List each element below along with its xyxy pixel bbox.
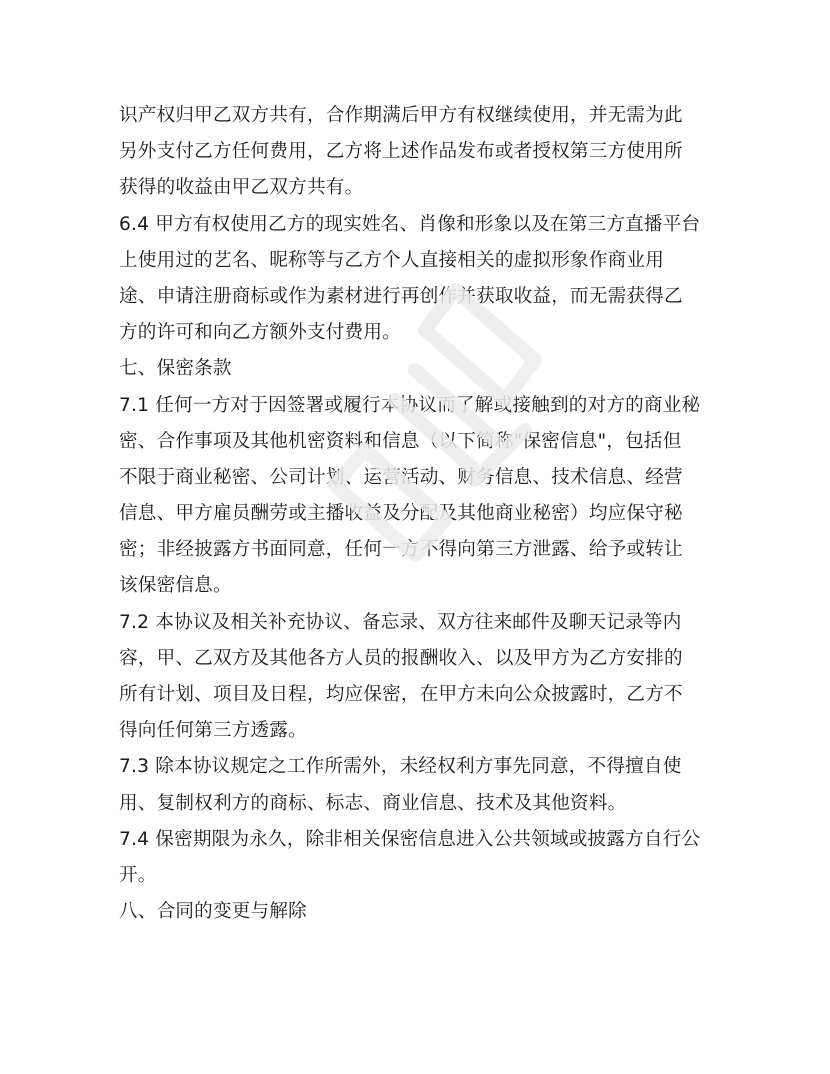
section-heading-8: 八、合同的变更与解除 [119,901,307,923]
clause-6-4: 6.4 甲方有权使用乙方的现实姓名、肖像和形象以及在第三方直播平台 [119,213,701,235]
section-heading-7: 七、保密条款 [119,358,232,380]
text-line: 信息、甲方雇员酬劳或主播收益及分配及其他商业秘密）均应保守秘 [119,503,683,525]
text-line: 上使用过的艺名、昵称等与乙方个人直接相关的虚拟形象作商业用 [119,249,665,271]
text-line: 不限于商业秘密、公司计划、运营活动、财务信息、技术信息、经营 [119,466,683,488]
text-line: 开。 [119,864,157,886]
clause-7-3: 7.3 除本协议规定之工作所需外，未经权利方事先同意，不得擅自使 [119,756,682,778]
clause-7-2: 7.2 本协议及相关补充协议、备忘录、双方往来邮件及聊天记录等内 [119,611,682,633]
text-line: 得向任何第三方透露。 [119,720,307,742]
text-line: 途、申请注册商标或作为素材进行再创作并获取收益，而无需获得乙 [119,285,683,307]
clause-7-4: 7.4 保密期限为永久，除非相关保密信息进入公共领域或披露方自行公 [119,828,701,850]
text-line: 所有计划、项目及日程，均应保密，在甲方未向公众披露时，乙方不 [119,684,683,705]
text-line: 密、合作事项及其他机密资料和信息（以下简称"保密信息"，包括但 [119,430,682,452]
text-line: 识产权归甲乙双方共有，合作期满后甲方有权继续使用，并无需为此 [119,105,683,126]
clause-7-1: 7.1 任何一方对于因签署或履行本协议而了解或接触到的对方的商业秘 [119,394,701,416]
text-line: 另外支付乙方任何费用，乙方将上述作品发布或者授权第三方使用所 [119,141,683,163]
text-line: 该保密信息。 [119,575,232,597]
text-line: 方的许可和向乙方额外支付费用。 [119,322,401,344]
text-line: 容，甲、乙双方及其他各方人员的报酬收入、以及甲方为乙方安排的 [119,647,683,669]
text-line: 用、复制权利方的商标、标志、商业信息、技术及其他资料。 [119,792,627,814]
text-line: 密；非经披露方书面同意，任何一方不得向第三方泄露、给予或转让 [119,539,683,561]
text-line: 获得的收益由甲乙双方共有。 [119,177,364,199]
document-body [119,98,719,930]
